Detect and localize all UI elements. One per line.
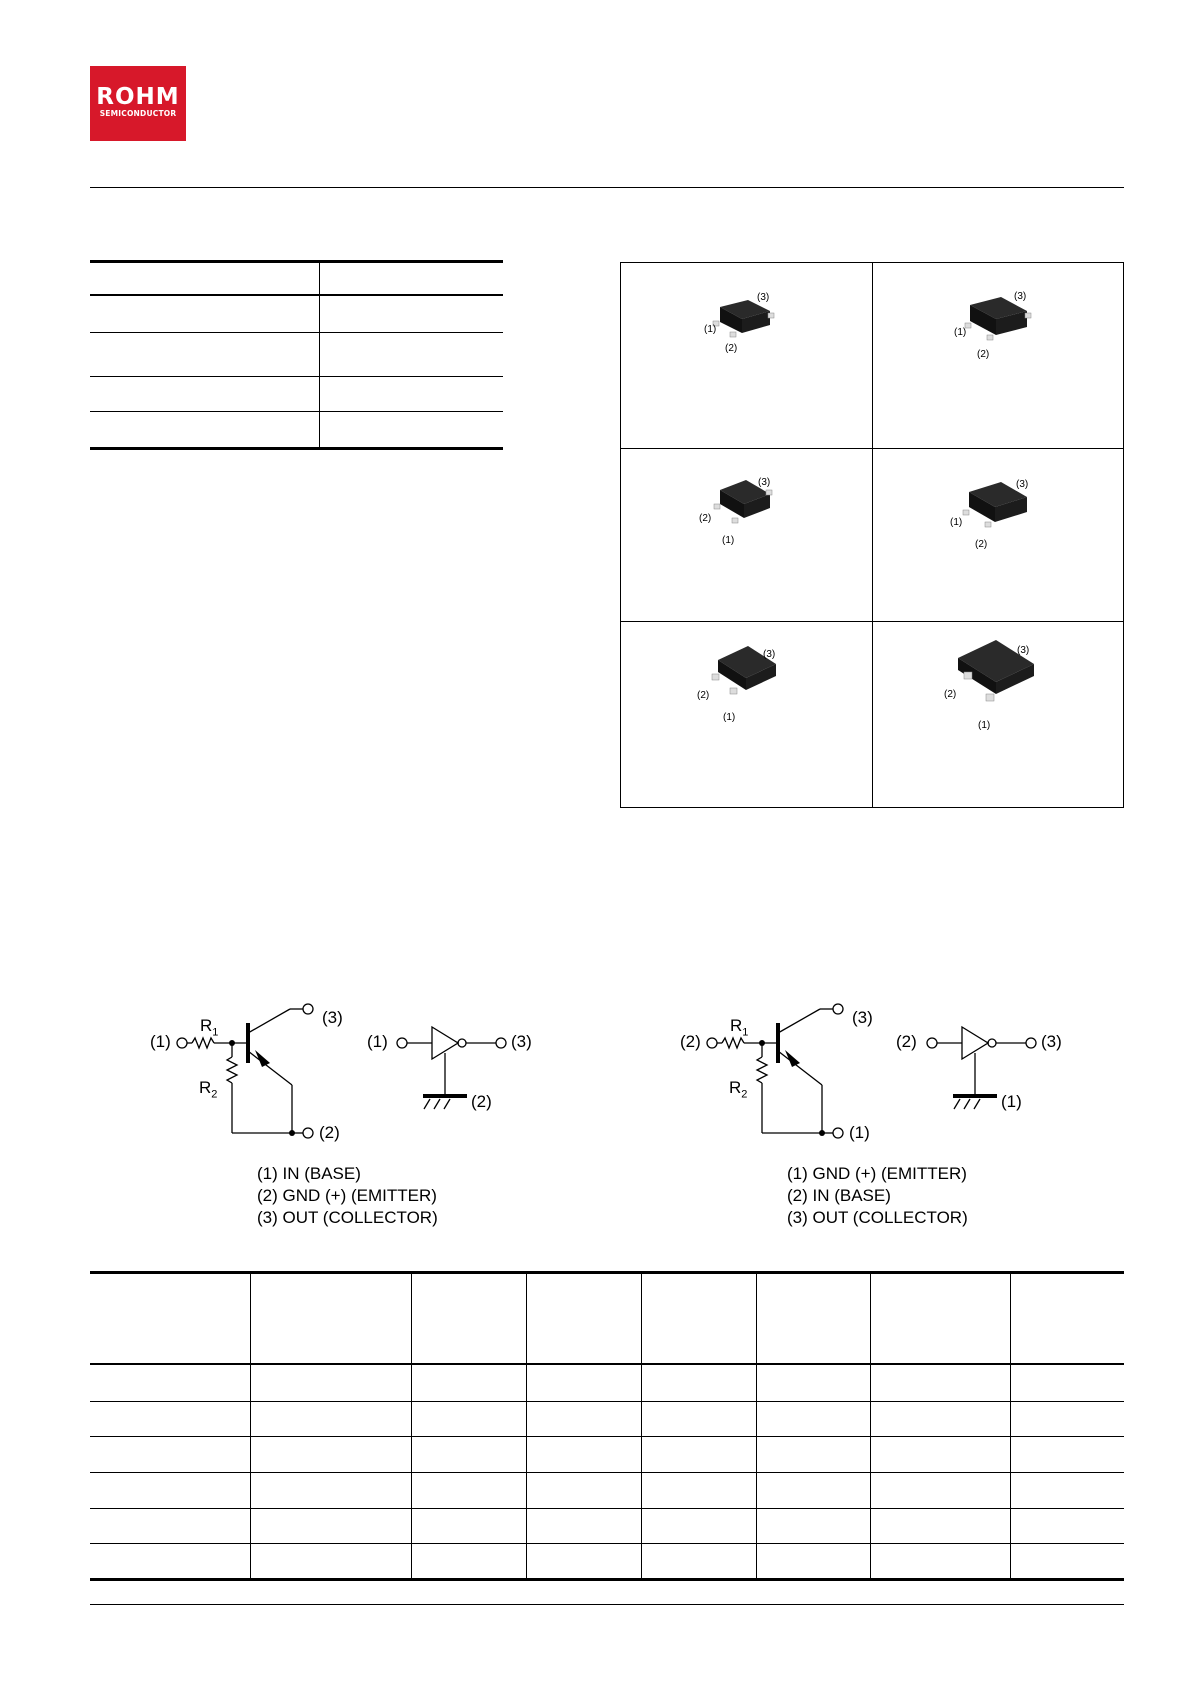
circuit-a-label-in: (1): [150, 1032, 171, 1051]
circuit-a-r2: [199, 1078, 217, 1100]
package-5-pin-2: (2): [697, 690, 710, 701]
logo-brand: ROHM: [96, 84, 180, 110]
circuit-a-r1: [200, 1016, 218, 1038]
package-4-pin-3: (3): [1016, 479, 1029, 490]
circuit-b-r1: [730, 1016, 748, 1038]
circuit-a-r2-letter: R: [199, 1078, 212, 1097]
circuit-b-legend-2: (2) IN (BASE): [787, 1186, 891, 1205]
package-image-3: [690, 470, 790, 545]
package-6-pin-3: (3): [1017, 645, 1030, 656]
package-4-pin-2: (2): [975, 539, 988, 550]
package-3-pin-3: (3): [758, 477, 771, 488]
package-3-pin-2: (2): [699, 513, 712, 524]
circuit-b-r1-letter: R: [730, 1016, 743, 1035]
package-2-pin-1: (1): [954, 327, 967, 338]
header-rule: [90, 187, 1124, 188]
circuit-a-legend-2: (2) GND (+) (EMITTER): [257, 1186, 437, 1205]
circuit-b-sym-gnd: (1): [1001, 1092, 1022, 1111]
package-1-pin-3: (3): [757, 292, 770, 303]
circuit-a-label-out: (3): [322, 1008, 343, 1027]
package-5-pin-3: (3): [763, 649, 776, 660]
footer-rule: [90, 1604, 1124, 1605]
logo-sub: SEMICONDUCTOR: [99, 109, 177, 118]
package-image-6: [940, 632, 1050, 722]
circuit-a-label-gnd: (2): [319, 1123, 340, 1142]
circuit-a-sym-gnd: (2): [471, 1092, 492, 1111]
circuit-b-legend: [787, 1163, 968, 1229]
package-3-pin-1: (1): [722, 535, 735, 546]
circuit-a-legend: [257, 1163, 438, 1229]
circuit-a-sym-out: (3): [511, 1032, 532, 1051]
circuit-a-r1-sub: 1: [212, 1026, 219, 1039]
package-6-pin-1: (1): [978, 720, 991, 731]
package-1-pin-1: (1): [704, 324, 717, 335]
circuit-b-legend-3: (3) OUT (COLLECTOR): [787, 1208, 968, 1227]
circuit-b-sym-out: (3): [1041, 1032, 1062, 1051]
package-4-pin-1: (1): [950, 517, 963, 528]
circuit-a-sym-in: (1): [367, 1032, 388, 1051]
circuit-a-legend-3: (3) OUT (COLLECTOR): [257, 1208, 438, 1227]
circuit-b-label-in: (2): [680, 1032, 701, 1051]
package-2-pin-3: (3): [1014, 291, 1027, 302]
circuit-a-legend-1: (1) IN (BASE): [257, 1164, 361, 1183]
circuit-b-label-out: (3): [852, 1008, 873, 1027]
circuit-b-sym-in: (2): [896, 1032, 917, 1051]
rohm-logo: [90, 66, 186, 141]
circuit-b-r2-sub: 2: [741, 1088, 748, 1101]
package-6-pin-2: (2): [944, 689, 957, 700]
circuit-b-label-gnd: (1): [849, 1123, 870, 1142]
circuit-b-legend-1: (1) GND (+) (EMITTER): [787, 1164, 967, 1183]
package-2-pin-2: (2): [977, 349, 990, 360]
package-image-2: [945, 285, 1045, 360]
circuit-a-r1-letter: R: [200, 1016, 213, 1035]
circuit-b-r1-sub: 1: [742, 1026, 749, 1039]
circuit-b-r2: [729, 1078, 747, 1100]
package-5-pin-1: (1): [723, 712, 736, 723]
package-image-4: [945, 470, 1045, 545]
package-image-1: [690, 285, 790, 360]
circuit-a-r2-sub: 2: [211, 1088, 218, 1101]
package-1-pin-2: (2): [725, 343, 738, 354]
circuit-b-r2-letter: R: [729, 1078, 742, 1097]
